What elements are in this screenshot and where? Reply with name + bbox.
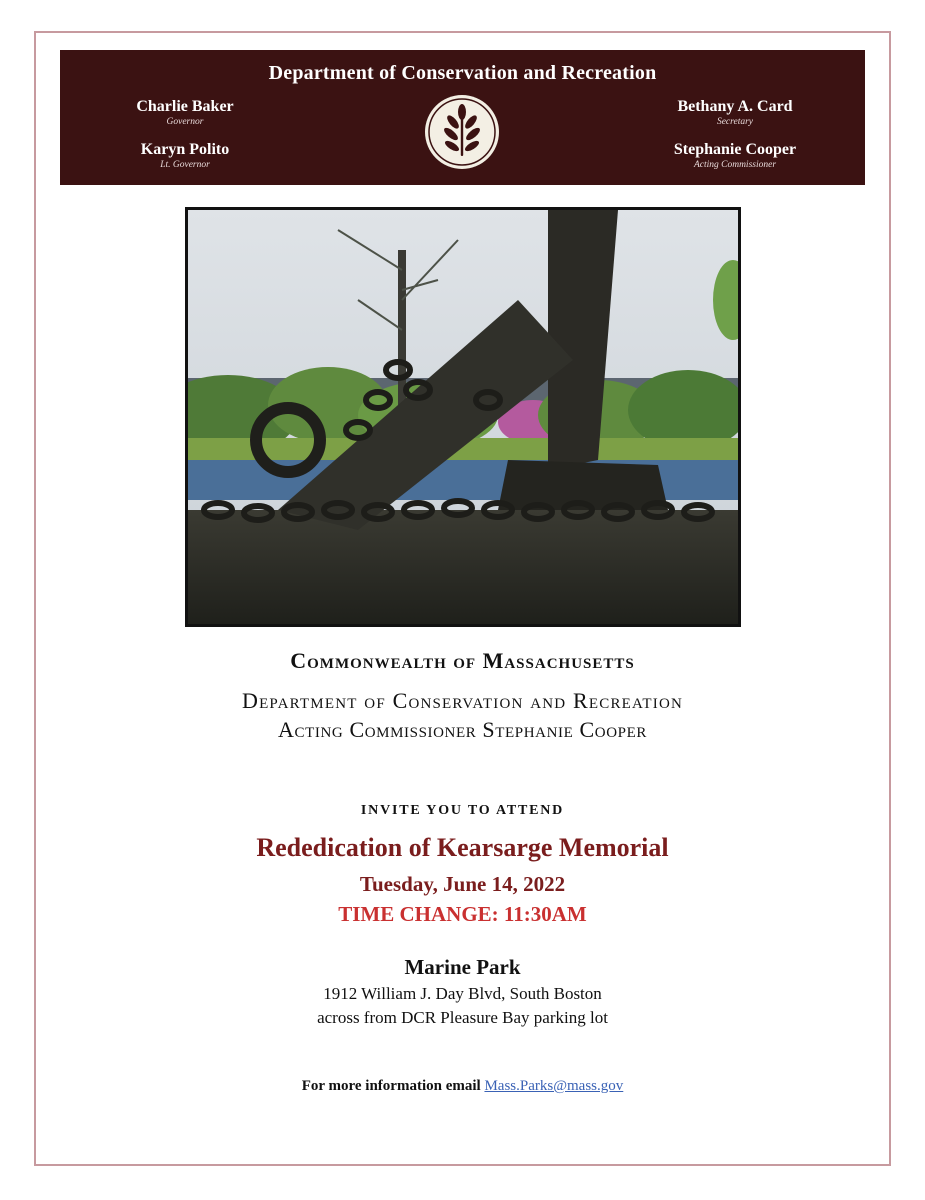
official-name: Bethany A. Card [677, 98, 793, 115]
official-name: Charlie Baker [136, 98, 234, 115]
event-date: Tuesday, June 14, 2022 [359, 872, 566, 896]
dcr-header-banner [60, 50, 865, 185]
official-title: Governor [166, 117, 204, 127]
official-governor [90, 98, 280, 128]
time-change-notice: TIME CHANGE: 11:30AM [338, 902, 587, 926]
invite-line: INVITE YOU TO ATTEND [360, 803, 565, 818]
venue-address: 1912 William J. Day Blvd, South Boston [323, 984, 602, 1003]
official-acting-commissioner [640, 141, 830, 171]
anchor-memorial-photo [185, 207, 741, 627]
email-link[interactable]: Mass.Parks@mass.gov [484, 1078, 624, 1094]
header-title: Department of Conservation and Recreation [268, 62, 657, 84]
venue-directions: across from DCR Pleasure Bay parking lot [317, 1008, 608, 1027]
official-name: Karyn Polito [140, 141, 230, 158]
department-heading: Department of Conservation and Recreation [241, 688, 684, 713]
commonwealth-heading: Commonwealth of Massachusetts [290, 648, 635, 673]
event-title: Rededication of Kearsarge Memorial [256, 833, 669, 862]
official-title: Secretary [716, 117, 754, 127]
official-secretary [640, 98, 830, 128]
leaf-seal-icon [422, 92, 502, 172]
official-title: Lt. Governor [160, 160, 210, 170]
venue-name: Marine Park [404, 955, 521, 979]
official-title: Acting Commissioner [693, 160, 777, 170]
acting-commissioner-heading: Acting Commissioner Stephanie Cooper [278, 717, 647, 742]
more-info-label: For more information email [301, 1078, 481, 1094]
official-lt-governor [90, 141, 280, 171]
more-info-line [0, 1078, 925, 1095]
official-name: Stephanie Cooper [673, 141, 797, 158]
